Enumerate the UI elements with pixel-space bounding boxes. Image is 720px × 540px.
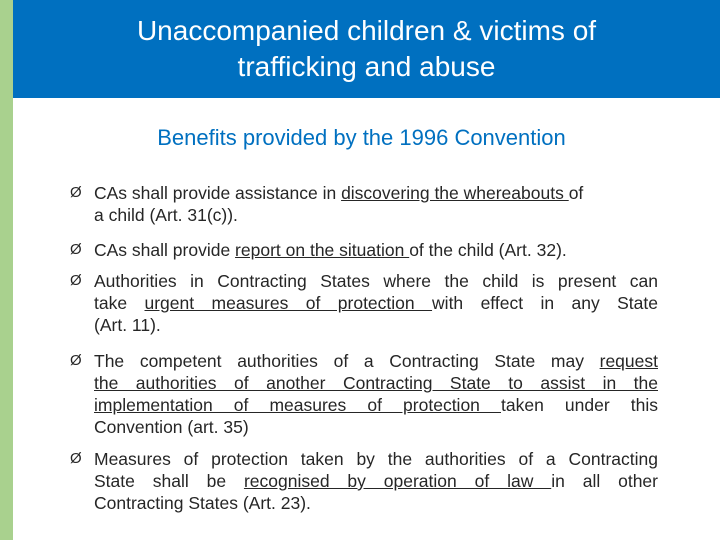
bullet-text: CAs shall provide assistance in: [94, 183, 342, 203]
bullet-line: [94, 350, 658, 372]
underlined-text: implementation of measures of protection: [94, 395, 501, 415]
bullet-list: [70, 182, 658, 525]
bullet-item: [70, 270, 658, 336]
bullet-text: of the child (Art. 32).: [409, 240, 567, 260]
slide-title-line-1: Unaccompanied children & victims of: [136, 15, 597, 46]
bullet-line: Convention (art. 35): [94, 417, 249, 437]
arrow-bullet-icon: Ø: [70, 241, 82, 258]
bullet-line: [94, 292, 658, 314]
arrow-bullet-icon: Ø: [70, 184, 82, 201]
bullet-line: Authorities in Contracting States where the child is present can: [94, 271, 658, 291]
arrow-bullet-icon: Ø: [70, 352, 82, 369]
bullet-text: with effect in any State: [432, 293, 658, 313]
underlined-text: recognised by operation of law: [243, 471, 552, 491]
slide-subtitle: Benefits provided by the 1996 Convention: [157, 125, 566, 150]
bullet-text: The competent authorities of a Contracting State may: [94, 351, 600, 371]
title-banner: [13, 0, 720, 98]
underlined-text: request: [599, 351, 658, 371]
bullet-line: the authorities of another Contracting State to assist in the: [94, 373, 658, 393]
bullet-text: taken under this: [501, 395, 658, 415]
bullet-text: State shall be: [94, 471, 244, 491]
arrow-bullet-icon: Ø: [70, 450, 82, 467]
slide-title-line-2: trafficking and abuse: [237, 51, 496, 82]
bullet-line: [94, 182, 658, 204]
bullet-text: CAs shall provide: [94, 240, 236, 260]
bullet-line: Contracting States (Art. 23).: [94, 493, 311, 513]
arrow-bullet-icon: Ø: [70, 272, 82, 289]
bullet-line: Measures of protection taken by the authorities of a Contracting: [94, 449, 658, 469]
bullet-item: [70, 182, 658, 226]
bullet-text: in all other: [551, 471, 658, 491]
bullet-line: (Art. 11).: [94, 315, 161, 335]
bullet-item: [70, 239, 658, 261]
bullet-text: of: [568, 183, 584, 203]
bullet-line: [94, 470, 658, 492]
bullet-text: take: [94, 293, 145, 313]
bullet-item: [70, 448, 658, 514]
bullet-line: [94, 239, 658, 261]
underlined-text: discovering the whereabouts: [341, 183, 569, 203]
left-accent-bar: [0, 0, 13, 540]
bullet-line: [94, 394, 658, 416]
underlined-text: report on the situation: [235, 240, 410, 260]
underlined-text: urgent measures of protection: [144, 293, 433, 313]
bullet-line: a child (Art. 31(c)).: [94, 205, 238, 225]
bullet-item: [70, 350, 658, 438]
